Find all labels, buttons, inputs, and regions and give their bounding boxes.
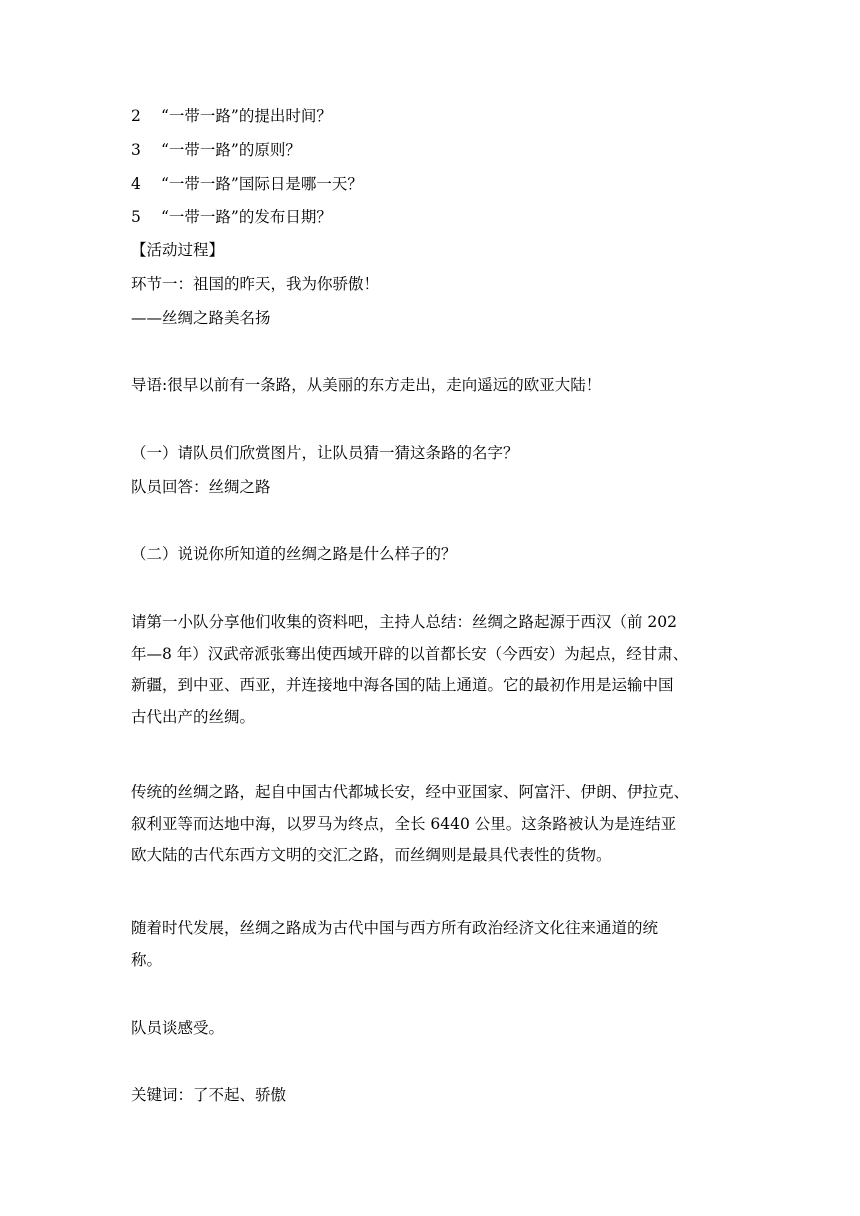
part-one-answer: 队员回答：丝绸之路 (131, 478, 271, 496)
summary-paragraph (131, 612, 731, 727)
question-text: “一带一路”国际日是哪一天？ (161, 175, 363, 193)
question-text: “一带一路”的提出时间？ (161, 107, 332, 125)
question-number: 3 (131, 141, 141, 159)
paragraph-line: 新疆，到中亚、西亚，并连接地中海各国的陆上通道。它的最初作用是运输中国 (131, 676, 674, 694)
traditional-paragraph (131, 782, 731, 865)
question-number: 2 (131, 107, 141, 125)
development-paragraph (131, 918, 731, 970)
paragraph-line: 年—8 年）汉武帝派张骞出使西域开辟的以首都长安（今西安）为起点，经甘肃、 (131, 644, 689, 663)
question-item (131, 207, 731, 227)
question-item (131, 174, 731, 194)
members-feelings: 队员谈感受。 (131, 1019, 225, 1037)
question-text: “一带一路”的原则？ (161, 141, 301, 159)
step-one-subtitle: ——丝绸之路美名扬 (131, 309, 271, 327)
paragraph-line: 传统的丝绸之路，起自中国古代都城长安，经中亚国家、阿富汗、伊朗、伊拉克、 (131, 783, 690, 801)
paragraph-line: 古代出产的丝绸。 (131, 707, 256, 726)
intro-text: 导语:很早以前有一条路，从美丽的东方走出，走向遥远的欧亚大陆！ (131, 376, 602, 394)
paragraph-line: 叙利亚等而达地中海，以罗马为终点，全长 6440 公里。这条路被认为是连结亚 (131, 814, 677, 833)
question-text: “一带一路”的发布日期？ (161, 208, 332, 226)
paragraph-line: 请第一小队分享他们收集的资料吧，主持人总结：丝绸之路起源于西汉（前 202 (131, 613, 678, 631)
paragraph-line: 称。 (131, 950, 163, 969)
question-item (131, 140, 731, 160)
keywords-line: 关键词：了不起、骄傲 (131, 1086, 287, 1104)
part-one-question: （一）请队员们欣赏图片，让队员猜一猜这条路的名字？ (131, 444, 519, 462)
question-number: 5 (131, 208, 141, 226)
part-two-question: （二）说说你所知道的丝绸之路是什么样子的？ (131, 545, 457, 563)
paragraph-line: 随着时代发展，丝绸之路成为古代中国与西方所有政治经济文化往来通道的统 (131, 919, 659, 937)
section-heading: 【活动过程】 (131, 241, 225, 259)
step-one-title: 环节一：祖国的昨天，我为你骄傲！ (131, 275, 380, 293)
paragraph-line: 欧大陆的古代东西方文明的交汇之路，而丝绸则是最具代表性的货物。 (131, 846, 612, 864)
question-item (131, 106, 731, 126)
question-number: 4 (131, 175, 141, 193)
